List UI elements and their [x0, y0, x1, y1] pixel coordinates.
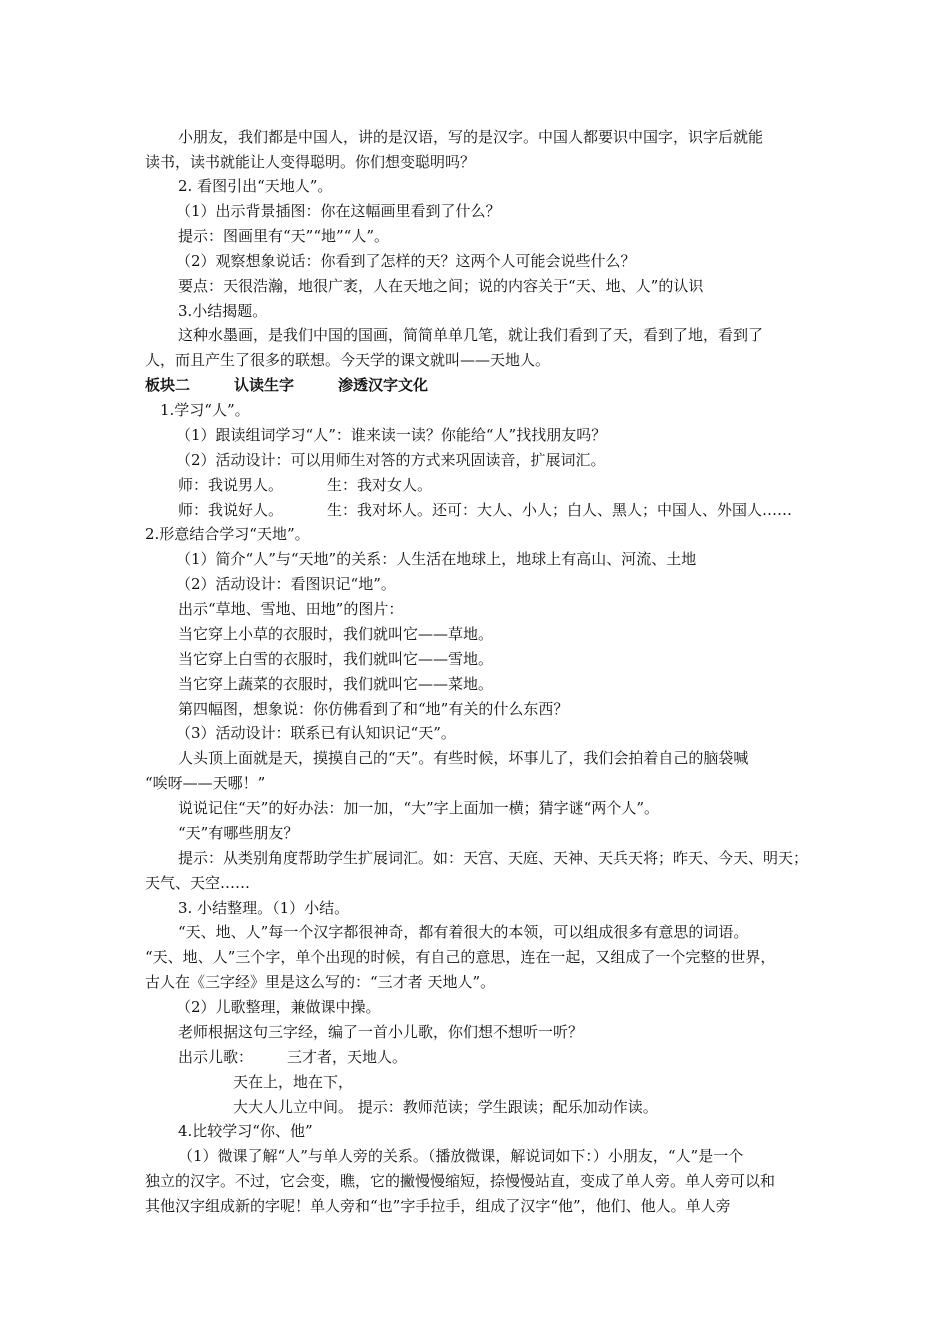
paragraph-line: “天、地、人”三个字，单个出现的时候，有自己的意思，连在一起，又组成了一个完整的世界， [145, 948, 776, 966]
teacher-line: 师：我说男人。 [178, 476, 284, 494]
paragraph-line: 小朋友，我们都是中国人，讲的是汉语，写的是汉字。中国人都要识中国字，识字后就能 [178, 128, 764, 146]
paragraph-line: （1）微课了解“人”与单人旁的关系。（播放微课，解说词如下：）小朋友，“人”是一个 [178, 1147, 744, 1165]
paragraph-line: 当它穿上蔬菜的衣服时，我们就叫它——菜地。 [178, 675, 494, 693]
paragraph-line: 人头顶上面就是天，摸摸自己的“天”。有些时候，坏事儿了，我们会拍着自己的脑袋喊 [178, 749, 749, 767]
paragraph-line: 独立的汉字。不过，它会变，瞧，它的撇慢慢缩短，捺慢慢站直，变成了单人旁。单人旁可以和 [145, 1172, 776, 1190]
paragraph-line: （2）儿歌整理，兼做课中操。 [176, 998, 381, 1016]
paragraph-line: 提示：图画里有“天”“地”“人”。 [178, 227, 390, 245]
paragraph-line: 3.小结揭题。 [178, 302, 268, 320]
paragraph-line: 4.比较学习“你、他” [178, 1122, 313, 1140]
heading-part: 认读生字 [234, 376, 295, 394]
student-line: 生：我对女人。 [327, 476, 433, 494]
paragraph-line: 说说记住“天”的好办法：加一加，“大”字上面加一横；猜字谜“两个人”。 [178, 799, 660, 817]
paragraph-line: 其他汉字组成新的字呢！单人旁和“也”字手拉手，组成了汉字“他”，他们、他人。单人旁 [145, 1197, 731, 1215]
heading-part: 板块二 [145, 376, 191, 394]
paragraph-line: （1）跟读组词学习“人”：谁来读一读？你能给“人”找找朋友吗？ [176, 426, 607, 444]
song-label: 出示儿歌： [178, 1048, 254, 1066]
paragraph-line: 天气、天空…… [145, 874, 251, 892]
paragraph-line: 当它穿上白雪的衣服时，我们就叫它——雪地。 [178, 650, 494, 668]
paragraph-line: 提示：从类别角度帮助学生扩展词汇。如：天宫、天庭、天神、天兵天将；昨天、今天、明天； [178, 849, 809, 867]
paragraph-line: 要点：天很浩瀚，地很广袤，人在天地之间；说的内容关于“天、地、人”的认识 [178, 277, 704, 295]
paragraph-line: （2）观察想象说话：你看到了怎样的天？这两个人可能会说些什么？ [176, 252, 636, 270]
paragraph-line: “天、地、人”每一个汉字都很神奇，都有着很大的本领，可以组成很多有意思的词语。 [178, 923, 749, 941]
paragraph-line: 读书，读书就能让人变得聪明。你们想变聪明吗？ [145, 153, 476, 171]
paragraph-line: 第四幅图，想象说：你仿佛看到了和“地”有关的什么东西？ [178, 700, 569, 718]
paragraph-line: 3. 小结整理。（1）小结。 [178, 899, 350, 917]
paragraph-line: （2）活动设计：可以用师生对答的方式来巩固读音，扩展词汇。 [176, 451, 606, 469]
paragraph-line: （3）活动设计：联系已有认知识记“天”。 [176, 724, 456, 742]
song-line [178, 1047, 818, 1067]
paragraph-line: “天”有哪些朋友？ [178, 824, 299, 842]
dialog-line [178, 475, 818, 495]
paragraph-line: “唉呀——天哪！” [145, 774, 266, 792]
dialog-line [178, 500, 838, 520]
student-line: 生：我对坏人。还可：大人、小人；白人、黑人；中国人、外国人…… [327, 501, 793, 519]
paragraph-line: 出示“草地、雪地、田地”的图片： [178, 600, 404, 618]
teacher-line: 师：我说好人。 [178, 501, 284, 519]
paragraph-line: 这种水墨画，是我们中国的国画，简简单单几笔，就让我们看到了天，看到了地，看到了 [178, 326, 764, 344]
paragraph-line: （1）简介“人”与“天地”的关系：人生活在地球上，地球上有高山、河流、土地 [176, 550, 697, 568]
paragraph-line: 1.学习“人”。 [160, 401, 250, 419]
paragraph-line: 古人在《三字经》里是这么写的：“三才者 天地人”。 [145, 973, 496, 991]
paragraph-line: 2.形意结合学习“天地”。 [145, 525, 310, 543]
section-heading [145, 375, 815, 395]
song-line: 天在上，地在下， [233, 1073, 354, 1091]
paragraph-line: 老师根据这句三字经，编了一首小儿歌，你们想不想听一听？ [178, 1023, 584, 1041]
song-text: 三才者，天地人。 [287, 1048, 408, 1066]
paragraph-line: 当它穿上小草的衣服时，我们就叫它——草地。 [178, 625, 494, 643]
heading-part: 渗透汉字文化 [338, 376, 429, 394]
paragraph-line: （1）出示背景插图：你在这幅画里看到了什么？ [176, 202, 501, 220]
paragraph-line: 2. 看图引出“天地人”。 [178, 177, 333, 195]
song-line: 大大人儿立中间。 提示：教师范读；学生跟读；配乐加动作读。 [233, 1098, 658, 1116]
paragraph-line: （2）活动设计：看图识记“地”。 [176, 575, 396, 593]
paragraph-line: 人，而且产生了很多的联想。今天学的课文就叫——天地人。 [145, 351, 551, 369]
